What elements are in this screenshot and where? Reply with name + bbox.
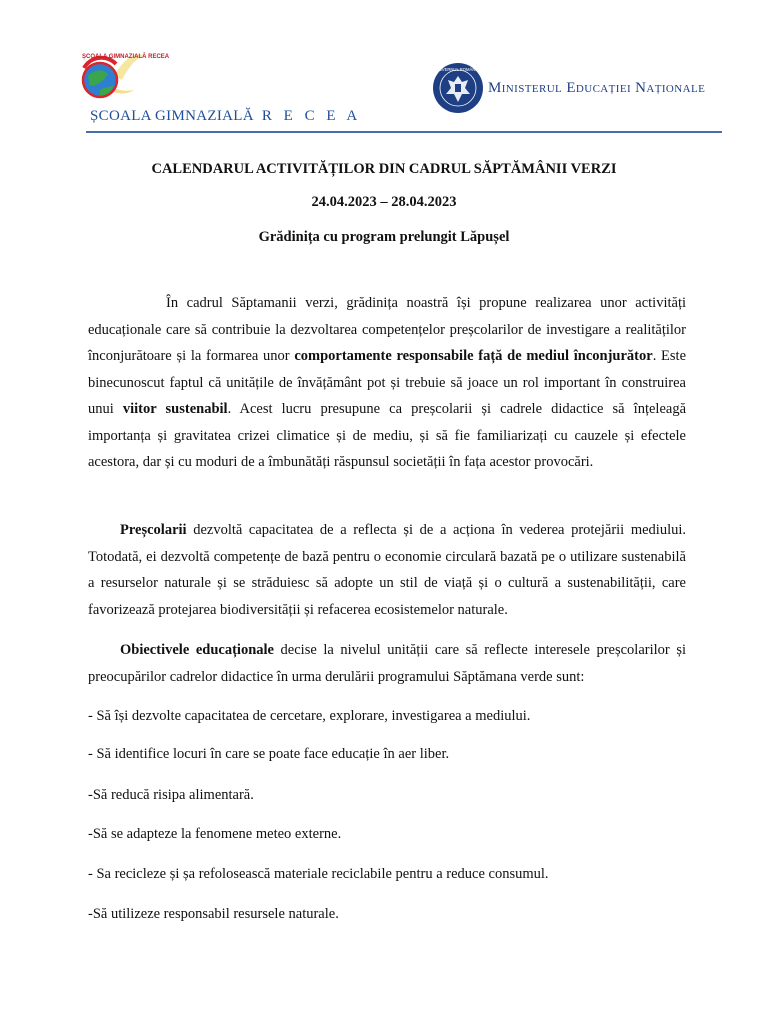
school-logo-text: ȘCOALA GIMNAZIALĂ RECEA <box>82 54 170 60</box>
objective-item: - Să își dezvolte capacitatea de cercetare, explorare, investigarea a mediului. <box>88 708 531 724</box>
school-town: R E C E A <box>261 108 362 124</box>
objective-item: - Sa recicleze și șa refolosească materiale reciclabile pentru a reduce consumul. <box>88 866 549 882</box>
school-name-label: ȘCOALA GIMNAZIALĂ <box>90 108 254 124</box>
header-divider <box>86 131 722 133</box>
intro-text-a: În cadrul Săptamanii verzi, grădinița noastră își propune realizarea unor activități educaționale care să contribuie la dezvoltarea competențelor preșcolarilor de investigare a realităților înconjurătoare și la formarea unor <box>88 295 686 364</box>
preschoolers-bold: Preșcolarii <box>120 522 187 538</box>
intro-paragraph <box>88 290 686 476</box>
intro-bold-future: viitor sustenabil <box>122 401 228 417</box>
intro-bold-behaviors: comportamente responsabile față de mediul înconjurător <box>294 348 653 364</box>
school-logo <box>74 46 170 108</box>
objective-item: - Să identifice locuri în care se poate face educație în aer liber. <box>88 746 450 762</box>
romania-crest-icon <box>432 62 484 114</box>
objective-item: -Să utilizeze responsabil resursele naturale. <box>88 906 339 922</box>
preschoolers-paragraph <box>88 517 686 623</box>
ministry-logo <box>432 62 705 114</box>
objective-item: -Să reducă risipa alimentară. <box>88 787 254 803</box>
document-subtitle: Grădinița cu program prelungit Lăpușel <box>258 229 510 245</box>
page-header <box>0 0 768 140</box>
objectives-text: decise la nivelul unității care să reflecte interesele preșcolarilor și preocupărilor cadrelor didactice în urma derulării programului Săptămana verde sunt: <box>88 642 686 685</box>
intro-text-c: . Este binecunoscut faptul că unitățile de învățământ pot și trebuie să joace un rol important în construirea unui <box>88 348 687 417</box>
document-dates: 24.04.2023 – 28.04.2023 <box>311 194 457 210</box>
objective-item: -Să se adapteze la fenomene meteo externe. <box>88 826 342 842</box>
document-title: CALENDARUL ACTIVITĂȚILOR DIN CADRUL SĂPTĂMÂNII VERZI <box>151 161 617 177</box>
preschoolers-text: dezvoltă capacitatea de a reflecta și de a acționa în vederea protejării mediului. Totodată, ei dezvoltă competențe de bază pentru o economie circulară bazată pe o utilizare sustenabilă a resurselor naturale și se străduiesc să adopte un stil de viață și o cultură a sustenabilității, care favorizează protejarea biodiversității și refacerea ecosistemelor naturale. <box>88 522 686 618</box>
ministry-name: Ministerul Educației Naționale <box>488 79 706 96</box>
school-name <box>90 108 361 125</box>
crest-text: GUVERNUL ROMÂNIEI <box>435 67 481 72</box>
objectives-paragraph <box>88 637 686 690</box>
objectives-bold: Obiectivele educaționale <box>120 642 274 658</box>
intro-text-e: . Acest lucru presupune ca preșcolarii și cadrele didactice să înțeleagă importanța și gravitatea crizei climatice și de mediu, și să fie familiarizați cu cauzele și efectele acestora, dar și cu moduri de a îmbunătăți răspunsul societății în fața acestor provocări. <box>88 401 686 470</box>
